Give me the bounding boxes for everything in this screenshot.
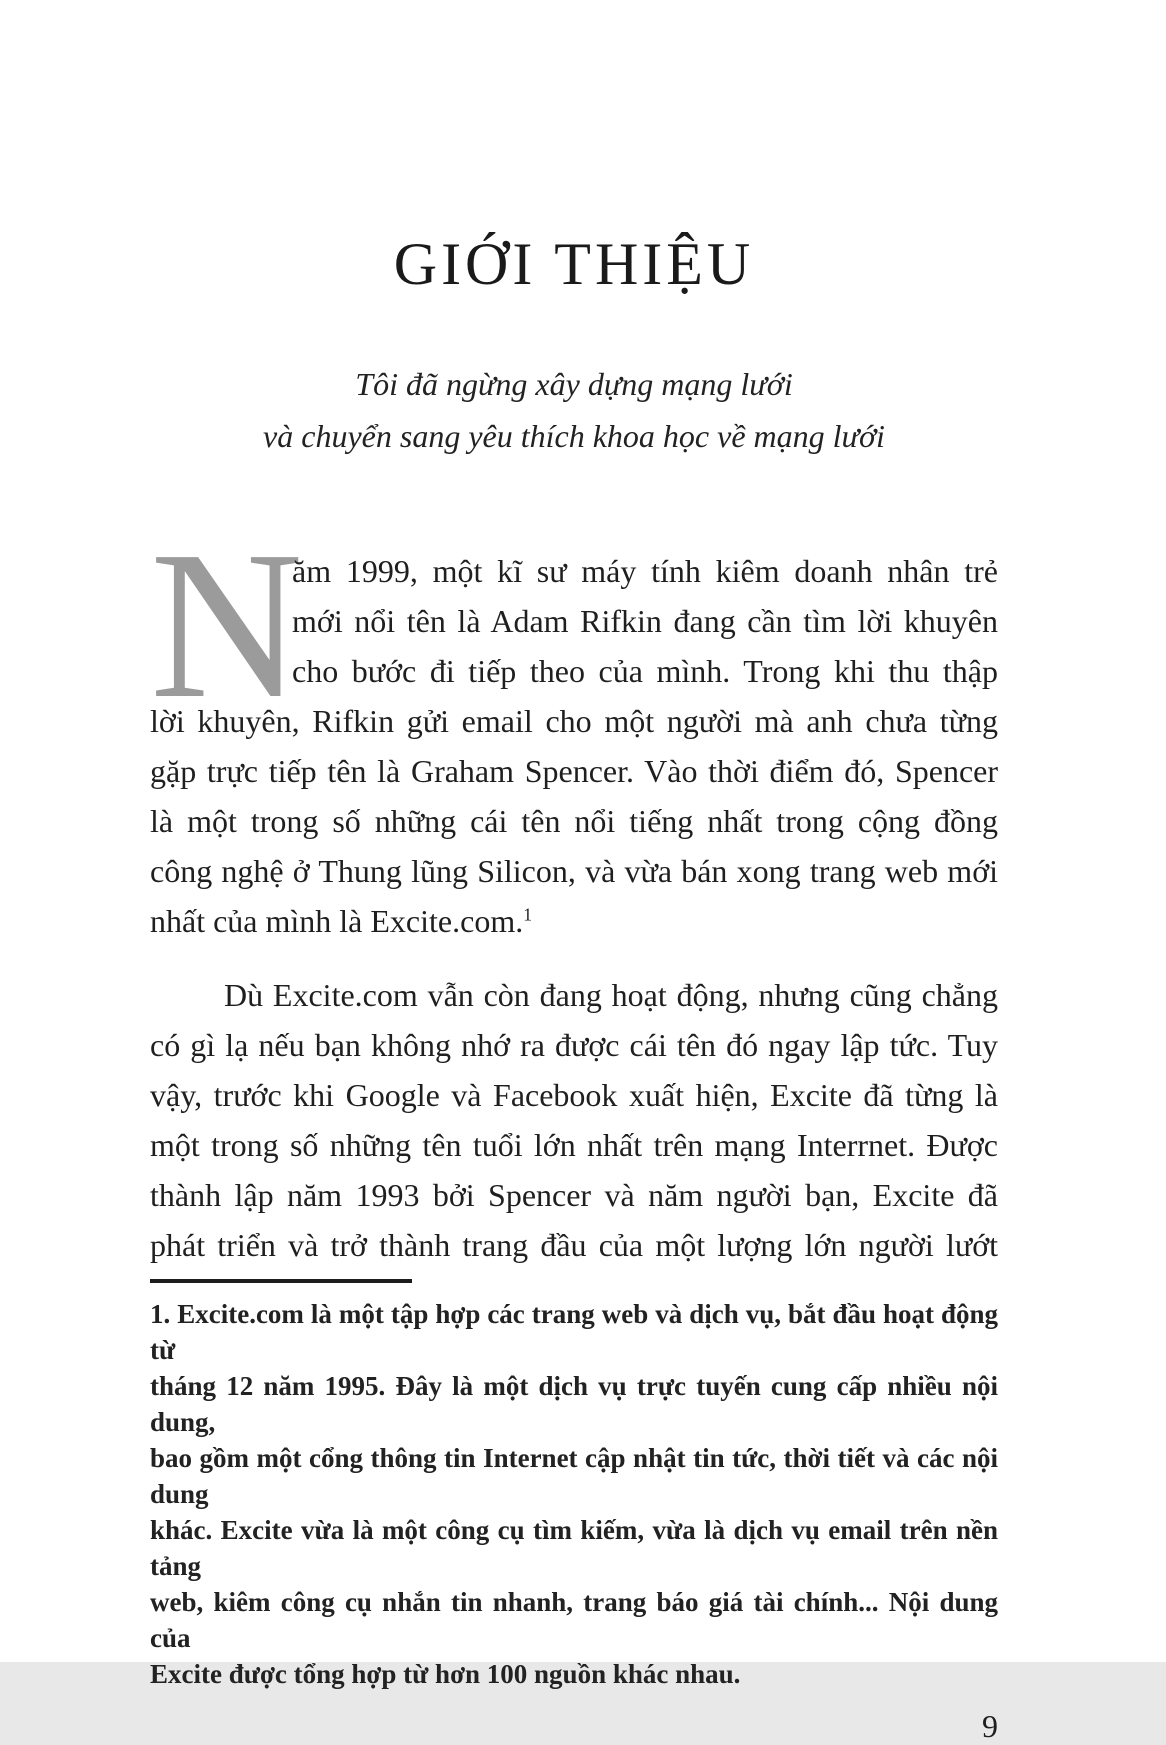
text-line: Dù Excite.com vẫn còn đang hoạt động, nhưng cũng chẳng — [224, 977, 998, 1013]
text-line: là một trong số những cái tên nổi tiếng nhất trong cộng đồng — [150, 803, 998, 839]
text-line: 1. Excite.com là một tập hợp các trang web và dịch vụ, bắt đầu hoạt động từ — [150, 1299, 998, 1365]
text-line: gặp trực tiếp tên là Graham Spencer. Vào thời điểm đó, Spencer — [150, 753, 998, 789]
text-line: ăm 1999, một kĩ sư máy tính kiêm doanh nhân trẻ — [292, 553, 998, 589]
epigraph-line-1: Tôi đã ngừng xây dựng mạng lưới — [355, 366, 793, 402]
text-line: công nghệ ở Thung lũng Silicon, và vừa bán xong trang web mới — [150, 853, 998, 889]
footnote-reference-marker: 1 — [523, 904, 532, 925]
paragraph-2-lines — [150, 970, 998, 1270]
text-line: web, kiêm công cụ nhắn tin nhanh, trang báo giá tài chính... Nội dung của — [150, 1587, 998, 1653]
paragraph-1-last-line — [150, 896, 998, 946]
text-line: tháng 12 năm 1995. Đây là một dịch vụ trực tuyến cung cấp nhiều nội dung, — [150, 1371, 998, 1437]
body-text — [150, 507, 998, 1270]
footnote-lines — [150, 1296, 998, 1656]
drop-cap — [150, 507, 304, 742]
paragraph-1-last-line-text: nhất của mình là Excite.com. — [150, 903, 524, 939]
footnote-last-line: Excite được tổng hợp từ hơn 100 nguồn khác nhau. — [150, 1659, 741, 1689]
text-line: phát triển và trở thành trang đầu của một lượng lớn người lướt — [150, 1227, 998, 1263]
text-line: mới nổi tên là Adam Rifkin đang cần tìm lời khuyên — [292, 603, 998, 639]
epigraph — [150, 358, 998, 462]
chapter-title: GIỚI THIỆU — [393, 231, 755, 297]
text-line: cho bước đi tiếp theo của mình. Trong khi thu thập — [292, 653, 998, 689]
footnote-separator-rule — [150, 1279, 412, 1283]
footnote — [150, 1296, 998, 1692]
text-line: có gì lạ nếu bạn không nhớ ra được cái tên đó ngay lập tức. Tuy — [150, 1027, 998, 1063]
epigraph-line-2: và chuyển sang yêu thích khoa học về mạng lưới — [263, 418, 885, 454]
text-line: bao gồm một cổng thông tin Internet cập nhật tin tức, thời tiết và các nội dung — [150, 1443, 998, 1509]
paragraph-2 — [150, 970, 998, 1270]
paragraph-1 — [150, 507, 998, 946]
text-line: thành lập năm 1993 bởi Spencer và năm người bạn, Excite đã — [150, 1177, 998, 1213]
text-line: một trong số những tên tuổi lớn nhất trên mạng Interrnet. Được — [150, 1127, 998, 1163]
text-line: lời khuyên, Rifkin gửi email cho một người mà anh chưa từng — [150, 703, 998, 739]
drop-cap-letter: N — [150, 507, 304, 742]
page-number: 9 — [982, 1708, 998, 1744]
text-line: khác. Excite vừa là một công cụ tìm kiếm, vừa là dịch vụ email trên nền tảng — [150, 1515, 998, 1581]
text-line: vậy, trước khi Google và Facebook xuất hiện, Excite đã từng là — [150, 1077, 998, 1113]
